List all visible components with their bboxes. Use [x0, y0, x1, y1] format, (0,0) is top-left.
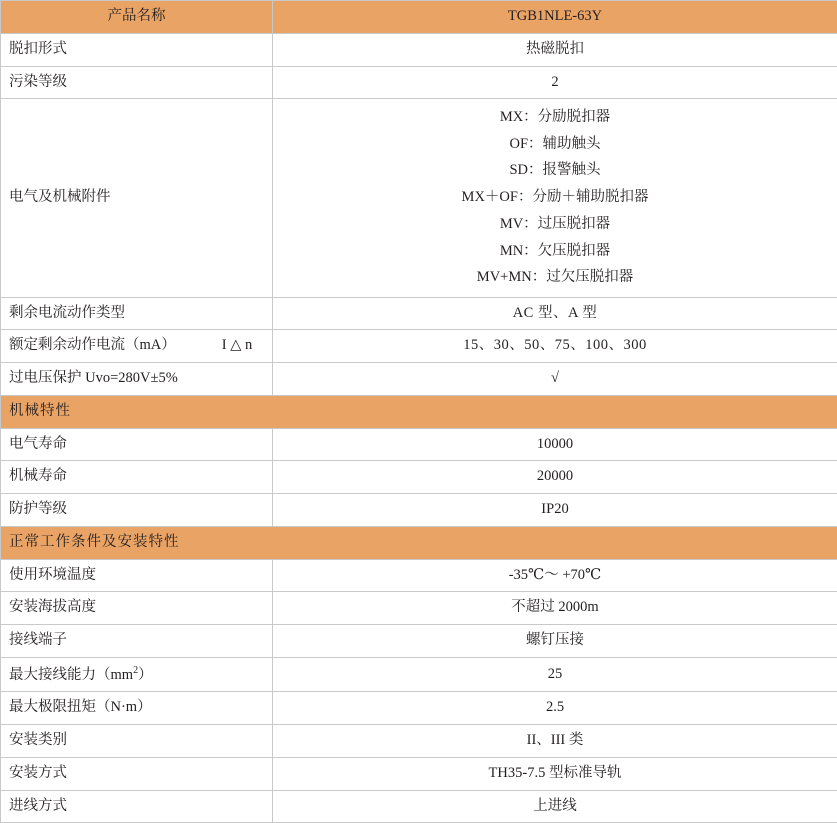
- row-label-text: 最大接线能力（mm: [9, 667, 133, 683]
- row-value: TH35-7.5 型标准导轨: [273, 757, 837, 790]
- row-value: 15、30、50、75、100、300: [273, 330, 837, 363]
- accessory-item: MX＋OF：分励＋辅助脱扣器: [281, 185, 829, 212]
- table-row: [1, 692, 837, 725]
- section-header-label: 正常工作条件及安装特性: [1, 526, 837, 559]
- row-label-text: 额定剩余动作电流（mA）: [9, 337, 176, 353]
- table-row-accessories: [1, 99, 837, 297]
- row-label: 进线方式: [1, 790, 273, 823]
- row-label: 防护等级: [1, 494, 273, 527]
- row-label: 安装方式: [1, 757, 273, 790]
- row-value: 螺钉压接: [273, 625, 837, 658]
- row-label-superscript: 2: [133, 665, 138, 676]
- row-value: 10000: [273, 428, 837, 461]
- row-value: 25: [273, 657, 837, 692]
- table-row: [1, 790, 837, 823]
- table-row: [1, 461, 837, 494]
- row-value: 20000: [273, 461, 837, 494]
- table-row-max-wiring-capacity: [1, 657, 837, 692]
- row-value: 2.5: [273, 692, 837, 725]
- row-label: 安装类别: [1, 725, 273, 758]
- table-row: [1, 363, 837, 396]
- row-value: -35℃～ +70℃: [273, 559, 837, 592]
- table-row: [1, 297, 837, 330]
- row-label: 剩余电流动作类型: [1, 297, 273, 330]
- table-header-label: 产品名称: [1, 1, 273, 34]
- row-label-text-end: ）: [138, 667, 153, 683]
- row-label: 安装海拔高度: [1, 592, 273, 625]
- row-value: 上进线: [273, 790, 837, 823]
- row-label: 污染等级: [1, 66, 273, 99]
- accessory-item: MN：欠压脱扣器: [281, 238, 829, 265]
- row-value: IP20: [273, 494, 837, 527]
- row-label: 脱扣形式: [1, 33, 273, 66]
- accessory-item: OF：辅助触头: [281, 131, 829, 158]
- table-row: [1, 757, 837, 790]
- row-value: 热磁脱扣: [273, 33, 837, 66]
- row-label: 最大极限扭矩（N·m）: [1, 692, 273, 725]
- table-row-rated-residual-current: [1, 330, 837, 363]
- row-value-accessory-list: [273, 99, 837, 297]
- row-label: [1, 330, 273, 363]
- table-row: [1, 33, 837, 66]
- table-row: [1, 559, 837, 592]
- row-value: 2: [273, 66, 837, 99]
- section-header-label: 机械特性: [1, 395, 837, 428]
- row-label-symbol: I △ n: [222, 337, 252, 353]
- accessory-item: MX：分励脱扣器: [281, 104, 829, 131]
- row-label: 电气寿命: [1, 428, 273, 461]
- table-row: [1, 592, 837, 625]
- row-value-checkmark: √: [273, 363, 837, 396]
- row-label: 机械寿命: [1, 461, 273, 494]
- row-label: [1, 657, 273, 692]
- table-row: [1, 725, 837, 758]
- section-header-mechanical: [1, 395, 837, 428]
- table-row: [1, 625, 837, 658]
- accessory-item: SD：报警触头: [281, 158, 829, 185]
- accessory-item: MV：过压脱扣器: [281, 211, 829, 238]
- row-label: 接线端子: [1, 625, 273, 658]
- table-row: [1, 494, 837, 527]
- table-header-value: TGB1NLE-63Y: [273, 1, 837, 34]
- section-header-operating-conditions: [1, 526, 837, 559]
- accessory-item: MV+MN：过欠压脱扣器: [281, 265, 829, 292]
- row-label: 使用环境温度: [1, 559, 273, 592]
- table-body: [1, 1, 837, 823]
- row-value: 不超过 2000m: [273, 592, 837, 625]
- row-value: II、III 类: [273, 725, 837, 758]
- row-value: AC 型、A 型: [273, 297, 837, 330]
- row-label: 过电压保护 Uvo=280V±5%: [1, 363, 273, 396]
- row-label: 电气及机械附件: [1, 99, 273, 297]
- table-row: [1, 428, 837, 461]
- table-header-row: [1, 1, 837, 34]
- table-row: [1, 66, 837, 99]
